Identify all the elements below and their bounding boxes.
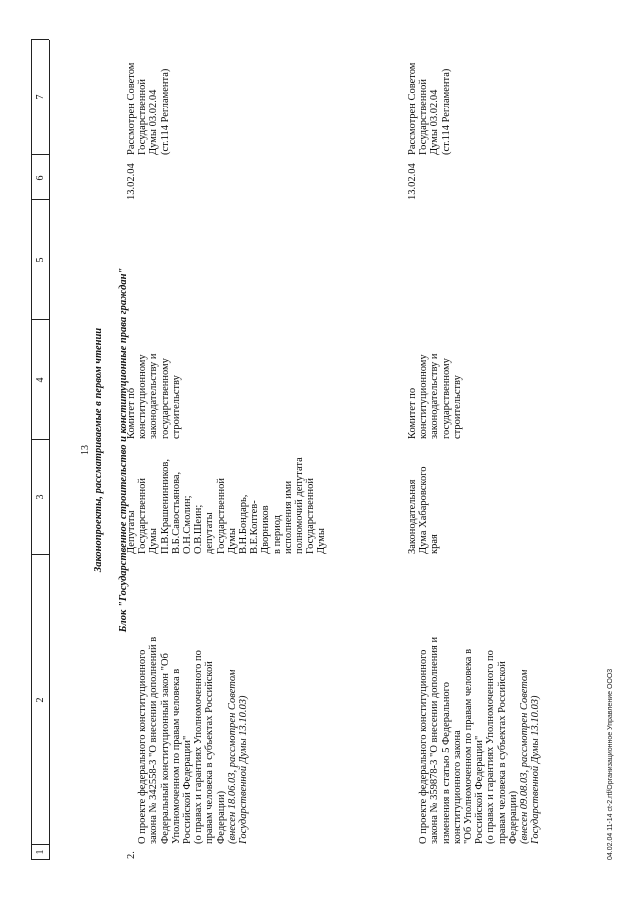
initiator-cell: Депутаты Государственной Думы П.В.Крашенинников, В.Б.Савостьянова, О.Н.Смолин; О.В.Шеин; депутаты Государственной Думы В.Н.Бондарь, В.Е.Коптев- Дворников в период исполнения ими полномочий депутата Государственной Думы — [126, 457, 328, 554]
column-divider — [31, 199, 49, 200]
column-divider — [31, 154, 49, 155]
block-heading: Блок "Государственное строительство и конституционные права граждан" — [118, 267, 129, 633]
bill-title — [407, 634, 553, 844]
column-divider — [31, 319, 49, 320]
bill-title-text: О проекте федерального конституционного закона № 342558-3 "О внесении дополнений в Федеральный конституционный закон "Об Уполномоченном по правам человека в Российской Федерации" (о правах и гарантиях Уполномоченного по правам человека в субъектах Российской Федерации) — [137, 636, 227, 844]
date-cell: 13.02.04 — [407, 163, 418, 200]
column-divider — [31, 554, 49, 555]
bill-title — [126, 634, 260, 844]
column-number: 7 — [35, 94, 46, 100]
date-cell: 13.02.04 — [126, 163, 137, 200]
column-number: 2 — [35, 697, 46, 703]
bill-title-text: О проекте федерального конституционного закона № 359878-3 "О внесении дополнения и изменения в статью 5 Федерального конституционного закона "Об Уполномоченном по правам человека в Российской Федерации" (о правах и гарантиях Уполномоченного по правам человека в субъектах Российской Федерации) — [418, 636, 519, 844]
column-divider — [31, 39, 49, 40]
bill-submission-note: (внесен 09.08.03, рассмотрен Советом Государственной Думы 13.10.03) — [519, 669, 542, 844]
initiator-cell: Законодательная Дума Хабаровского края — [407, 466, 441, 554]
column-divider — [31, 439, 49, 440]
section-heading: Законопроекты, рассматриваемые в первом чтении — [93, 327, 104, 573]
bill-submission-note: (внесен 18.06.03, рассмотрен Советом Государственной Думы 13.10.03) — [226, 669, 250, 844]
column-number: 5 — [35, 257, 46, 263]
page-number: 13 — [80, 445, 91, 455]
document-footer: 04.02.04 11-14 ct-2.rtf/Организационное Управление ООО3 — [607, 668, 614, 860]
row-number: 2. — [126, 851, 137, 859]
column-number: 4 — [35, 377, 46, 383]
committee-cell: Комитет по конституционному законодательству и государственному строительству — [126, 353, 182, 439]
status-cell: Рассмотрен Советом Государственной Думы 03.02.04 (ст.114 Регламента) — [407, 62, 452, 155]
status-cell: Рассмотрен Советом Государственной Думы 03.02.04 (ст.114 Регламента) — [126, 62, 171, 155]
column-number: 3 — [35, 494, 46, 500]
column-number: 6 — [35, 175, 46, 181]
committee-cell: Комитет по конституционному законодательству и государственному строительству — [407, 353, 463, 439]
column-number: 1 — [35, 849, 46, 855]
table-header-bottom-border — [49, 40, 50, 860]
table-top-border — [31, 40, 32, 860]
